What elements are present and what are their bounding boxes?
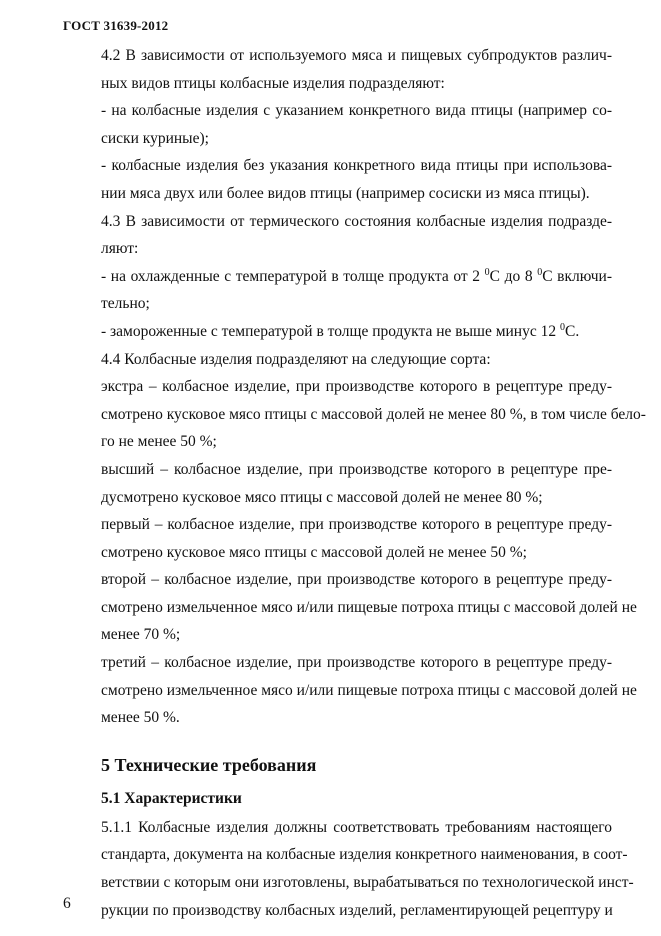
section-heading: 5 Технические требования [101, 754, 317, 775]
superscript: 0 [484, 266, 490, 278]
text-line: го не менее 50 %; [101, 433, 217, 451]
text-line [63, 263, 612, 291]
document-body [63, 42, 646, 924]
text-line: ветствии с которым они изготовлены, вырабатываться по технологической инст- [101, 874, 634, 892]
text-line: рукции по производству колбасных изделий, регламентирующей рецептуру и [101, 901, 613, 919]
text-line: 4.3 В зависимости от термического состояния колбасные изделия подразде- [101, 212, 612, 230]
paragraph-5-1-1 [63, 814, 634, 924]
text-line: - колбасные изделия без указания конкретного вида птицы при использова- [101, 157, 612, 175]
paragraph-4-2-item-a [63, 97, 612, 152]
paragraph-4-3-item-a [63, 263, 612, 318]
text-line: менее 50 %. [101, 709, 180, 727]
text-line: 4.4 Колбасные изделия подразделяют на следующие сорта: [101, 350, 491, 368]
text-line: дусмотрено кусковое мясо птицы с массовой долей не менее 80 %; [101, 488, 543, 506]
grade-first [63, 511, 612, 566]
text-line: смотрено измельченное мясо и/или пищевые потроха птицы с массовой долей не [101, 681, 637, 699]
text-line: менее 70 %; [101, 626, 181, 644]
text-line: третий – колбасное изделие, при производстве которого в рецептуре преду- [101, 654, 612, 672]
text-line: стандарта, документа на колбасные изделия конкретного наименования, в соот- [101, 846, 628, 864]
text-fragment: С до 8 [489, 267, 538, 285]
grade-third [63, 649, 637, 732]
text-line: экстра – колбасное изделие, при производстве которого в рецептуре преду- [101, 378, 612, 396]
document-header: ГОСТ 31639-2012 [63, 18, 169, 33]
text-line: ных видов птицы колбасные изделия подразделяют: [101, 74, 445, 92]
grade-highest [63, 456, 612, 511]
text-line: нии мяса двух или более видов птицы (например сосиски из мяса птицы). [101, 184, 590, 202]
text-line: 5.1.1 Колбасные изделия должны соответствовать требованиям настоящего [101, 818, 612, 836]
text-line: тельно; [101, 295, 150, 313]
paragraph-4-3-item-b [63, 318, 612, 346]
text-fragment: - замороженные с температурой в толще продукта не выше минус 12 [101, 322, 560, 340]
page-number: 6 [63, 895, 71, 912]
text-line: смотрено кусковое мясо птицы с массовой долей не менее 50 %; [101, 543, 527, 561]
superscript: 0 [537, 266, 543, 278]
superscript: 0 [559, 321, 565, 333]
paragraph-4-2 [63, 42, 612, 97]
text-line [63, 318, 612, 346]
text-line: высший – колбасное изделие, при производстве которого в рецептуре пре- [101, 460, 612, 478]
text-line: - на колбасные изделия с указанием конкретного вида птицы (например со- [101, 102, 612, 120]
text-fragment: С включи- [542, 267, 612, 285]
text-fragment: С. [564, 322, 580, 340]
paragraph-4-3 [63, 208, 612, 263]
text-line: 4.2 В зависимости от используемого мяса и пищевых субпродуктов различ- [101, 47, 612, 64]
subsection-heading: 5.1 Характеристики [101, 789, 242, 807]
paragraph-4-2-item-b [63, 152, 612, 207]
text-line: ляют: [101, 240, 139, 258]
grade-extra [63, 373, 646, 456]
text-line: сиски куриные); [101, 129, 209, 147]
text-line: смотрено измельченное мясо и/или пищевые потроха птицы с массовой долей не [101, 598, 637, 616]
text-line: первый – колбасное изделие, при производстве которого в рецептуре преду- [101, 516, 612, 534]
text-line: смотрено кусковое мясо птицы с массовой долей не менее 80 %, в том числе бело- [101, 405, 646, 423]
text-line: второй – колбасное изделие, при производстве которого в рецептуре преду- [101, 571, 612, 589]
text-fragment: - на охлажденные с температурой в толще продукта от 2 [101, 267, 485, 285]
grade-second [63, 566, 637, 649]
paragraph-4-4 [63, 346, 612, 374]
